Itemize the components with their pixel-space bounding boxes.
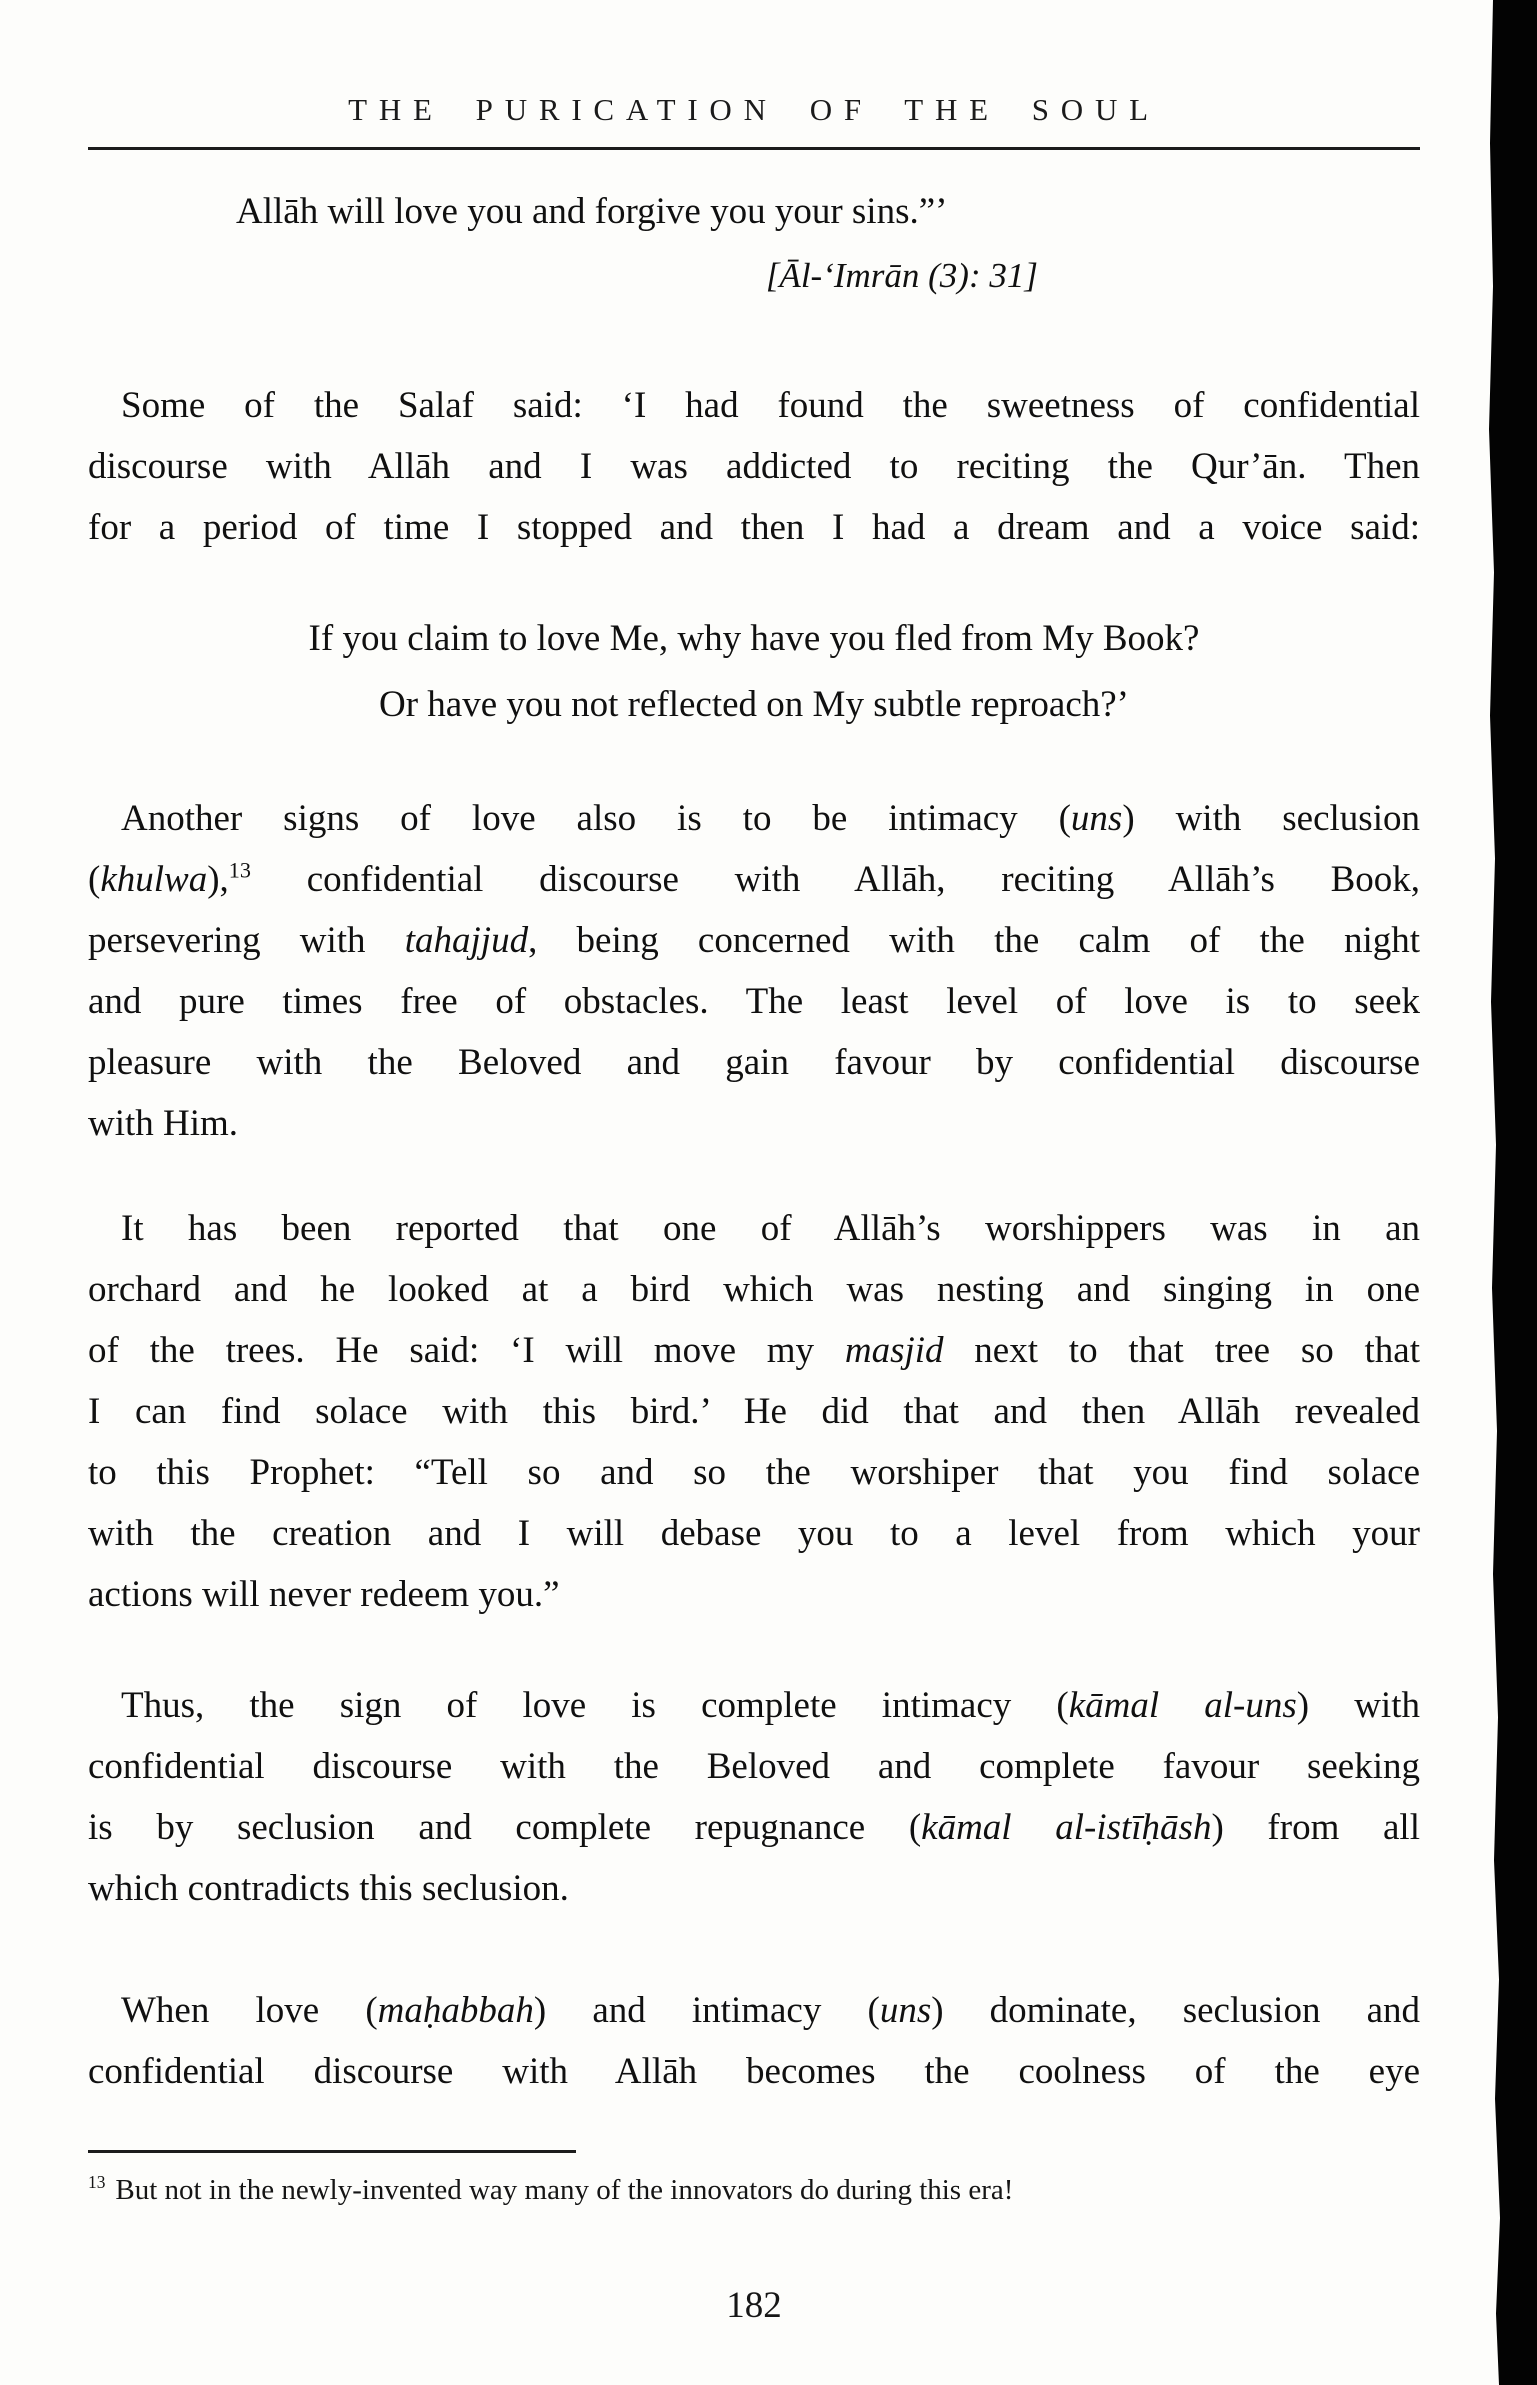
text-line <box>88 375 1420 436</box>
text-segment: for a period of time I stopped and then I had a dream and a voice said: <box>88 507 1420 548</box>
transliterated-term: uns <box>1070 798 1123 839</box>
text-segment: and pure times free of obstacles. The least level of love is to seek <box>88 981 1420 1022</box>
transliterated-term: kāmal al-istīḥāsh <box>921 1807 1212 1848</box>
body-paragraph <box>88 1980 1420 2102</box>
text-segment: orchard and he looked at a bird which was nesting and singing in one <box>88 1269 1420 1310</box>
text-line <box>88 1675 1420 1736</box>
text-segment: Or have you not reflected on My subtle reproach?’ <box>379 684 1129 725</box>
text-line <box>88 1503 1420 1564</box>
verse-citation: [Āl-‘Imrān (3): 31] <box>765 256 1038 295</box>
text-line <box>88 1797 1420 1858</box>
text-line <box>88 910 1420 971</box>
text-segment: persevering with <box>88 920 405 961</box>
text-segment: When love ( <box>121 1990 378 2031</box>
text-segment: next to that tree so that <box>943 1330 1420 1371</box>
text-line <box>88 1198 1420 1259</box>
text-segment: discourse with Allāh and I was addicted to reciting the Qur’ān. Then <box>88 446 1420 487</box>
page-content <box>88 0 1420 2385</box>
text-segment: , being concerned with the calm of the night <box>528 920 1421 961</box>
text-line <box>88 1093 1420 1154</box>
transliterated-term: uns <box>879 1990 932 2031</box>
body-paragraph <box>88 788 1420 1154</box>
text-line <box>88 436 1420 497</box>
footnote-text: But not in the newly-invented way many of the innovators do during this era! <box>115 2174 1014 2206</box>
footnote <box>88 2170 1420 2210</box>
text-segment: confidential discourse with the Beloved and complete favour seeking <box>88 1746 1420 1787</box>
text-line <box>88 606 1420 672</box>
text-segment: It has been reported that one of Allāh’s worshippers was in an <box>121 1208 1420 1249</box>
text-segment: actions will never redeem you.” <box>88 1574 560 1615</box>
text-segment: ) with seclusion <box>1122 798 1420 839</box>
page-number: 182 <box>726 2285 782 2326</box>
opening-quote-line: Allāh will love you and forgive you your sins.”’ <box>236 191 948 232</box>
text-line <box>88 1032 1420 1093</box>
text-line <box>88 1259 1420 1320</box>
text-segment: Some of the Salaf said: ‘I had found the sweetness of confidential <box>121 385 1420 426</box>
running-header: THE PURICATION OF THE SOUL <box>348 92 1160 127</box>
text-line <box>88 497 1420 558</box>
text-line <box>88 1980 1420 2041</box>
text-segment: with the creation and I will debase you to a level from which your <box>88 1513 1420 1554</box>
text-segment: I can find solace with this bird.’ He did that and then Allāh revealed <box>88 1391 1420 1432</box>
text-segment: ) from all <box>1211 1807 1420 1848</box>
text-segment: confidential discourse with Allāh becomes the coolness of the eye <box>88 2051 1420 2092</box>
text-segment: confidential discourse with Allāh, reciting Allāh’s Book, <box>250 859 1420 900</box>
block-quote <box>88 606 1420 738</box>
transliterated-term: khulwa <box>100 859 208 900</box>
transliterated-term: kāmal al-uns <box>1068 1685 1297 1726</box>
text-line <box>88 672 1420 738</box>
transliterated-term: masjid <box>844 1330 944 1371</box>
text-line <box>88 1320 1420 1381</box>
text-segment: ( <box>88 859 101 900</box>
text-line <box>88 1736 1420 1797</box>
text-segment: ) dominate, seclusion and <box>931 1990 1420 2031</box>
text-segment: ) and intimacy ( <box>533 1990 880 2031</box>
scan-gutter-shadow <box>1487 0 1537 2385</box>
footnote-marker: 13 <box>88 2172 106 2193</box>
text-segment: to this Prophet: “Tell so and so the worshiper that you find solace <box>88 1452 1420 1493</box>
footnote-reference: 13 <box>228 857 251 883</box>
text-segment: of the trees. He said: ‘I will move my <box>88 1330 845 1371</box>
footnote-rule <box>88 2150 576 2153</box>
text-segment: Thus, the sign of love is complete intimacy ( <box>121 1685 1069 1726</box>
text-segment: Another signs of love also is to be intimacy ( <box>121 798 1071 839</box>
text-line <box>88 1564 1420 1625</box>
text-line <box>88 971 1420 1032</box>
body-paragraph <box>88 1198 1420 1625</box>
transliterated-term: tahajjud <box>404 920 529 961</box>
text-segment: ) with <box>1296 1685 1420 1726</box>
body-paragraph <box>88 1675 1420 1919</box>
body-paragraph <box>88 375 1420 558</box>
text-line <box>88 1381 1420 1442</box>
header-rule <box>88 147 1420 150</box>
text-line <box>88 788 1420 849</box>
text-line <box>88 1442 1420 1503</box>
text-line <box>88 2041 1420 2102</box>
text-segment: with Him. <box>88 1103 239 1144</box>
text-segment: pleasure with the Beloved and gain favour by confidential discourse <box>88 1042 1420 1083</box>
text-segment: which contradicts this seclusion. <box>88 1868 569 1909</box>
text-line <box>88 1858 1420 1919</box>
text-segment: If you claim to love Me, why have you fled from My Book? <box>308 618 1200 659</box>
text-segment: ), <box>207 859 229 900</box>
transliterated-term: maḥabbah <box>377 1990 534 2031</box>
text-segment: is by seclusion and complete repugnance ( <box>88 1807 922 1848</box>
text-line <box>88 849 1420 910</box>
